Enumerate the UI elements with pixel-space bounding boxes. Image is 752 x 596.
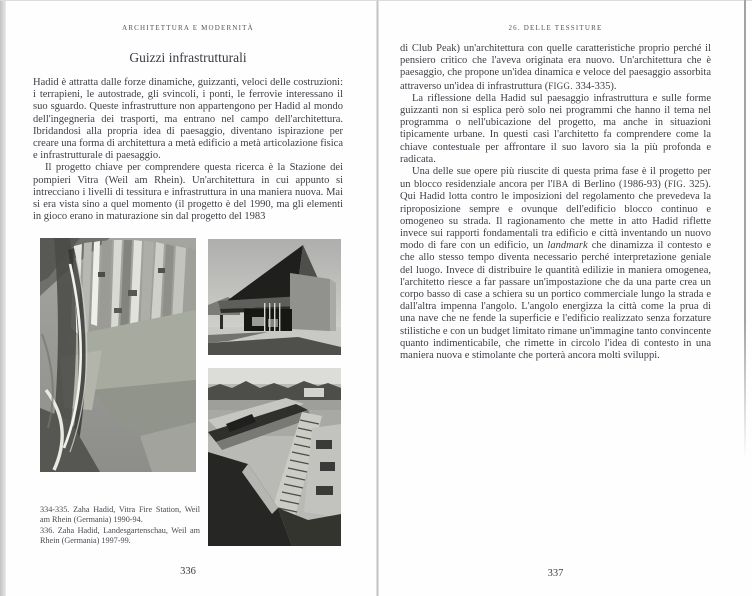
vitra-painting-image: [40, 238, 196, 472]
right-body-text: [400, 43, 711, 362]
left-running-head: ARCHITETTURA E MODERNITÀ: [122, 24, 254, 32]
paragraph: di Club Peak) un'architettura con quelle caratteristiche proprio perché il pensiero critico che l'aveva originata era nuovo. Un'architettura che è paesaggio, che propone un'idea dinamica e veloce del paesaggio assorbita attraverso un'idea di infrastruttura (FIGG. 334-335).: [400, 43, 711, 92]
landesgartenschau-photo: [208, 368, 341, 546]
left-body-text: [33, 77, 343, 223]
left-page: [6, 0, 376, 596]
paragraph: La riflessione della Hadid sul paesaggio infrastruttura e sulle forme guizzanti non si esplica però solo nei programmi che hanno il tema nel programma o nell'ubicazione del progetto, ma anche in situazioni tipicamente urbane. In questi casi l'architetto fa comprendere come la chiave contestuale per affrontare il suo lavoro sia la più profonda e radicata.: [400, 92, 711, 165]
paragraph: Il progetto chiave per comprendere questa ricerca è la Stazione dei pompieri Vitra (Weil am Rhein). Un'architettura in cui appunto si intrecciano i livelli di tessitura e infrastruttura in una maniera nuova. Mai si era vista sino a quel momento (il progetto è del 1990, ma gli elementi in gioco erano in maturazione sin dal progetto del 1983: [33, 162, 343, 223]
left-page-number: 336: [180, 566, 196, 577]
right-page: [379, 0, 752, 596]
right-running-head: 26. DELLE TESSITURE: [508, 24, 603, 32]
figure-caption: [40, 505, 200, 547]
paragraph: Una delle sue opere più riuscite di questa prima fase è il progetto per un blocco residenziale ancora per l'IBA di Berlino (1986-93) (FIG. 325). Qui Hadid lotta contro le imposizioni del regolamento che prevedeva la riproposizione sempre e ovunque dell'edificio blocco continuo e omogeneo su strada. Il ragionamento che mette in atto Hadid riflette invece sui rapporti fondamentali tra edificio e città inventando un nuovo modo di fare con un edificio, un landmark che dinamizza il contesto e che allo stesso tempo diventa necessario perché interpretazione geniale del luogo. Invece di distribuire le quantità edilizie in maniera omogenea, l'architetto riesce a far passare un'impostazione che da una parte crea un corpo basso di case a schiera su un portico commerciale lungo la strada e dall'altra impenna l'angolo. L'angolo energizza la città come la prua di una nave che ne fende la superficie e l'edificio realizzato senza forzature stilistiche e con un budget limitato rimane un'immagine tanto convincente quanto indimenticabile, che rimette in circolo l'idea di contesto in una maniera nuova e stimolante che porterà ancora molti sviluppi.: [400, 166, 711, 362]
paragraph: Hadid è attratta dalle forze dinamiche, guizzanti, veloci delle costruzioni: i terrapieni, le autostrade, gli svincoli, i ponti, le ferrovie interessano il suo sguardo. Queste infrastrutture non appartengono per Hadid al mondo dell'ingegneria dei trasporti, ma entrano nel campo dell'architettura. Ibridandosi alla propria idea di paesaggio, diventano ispirazione per creare una forma di architettura a metà edificio a metà articolazione fisica e infrastrutturale di paesaggio.: [33, 77, 343, 162]
section-title: Guizzi infrastrutturali: [129, 50, 247, 65]
caption-line: 336. Zaha Hadid, Landesgartenschau, Weil am Rhein (Germania) 1997-99.: [40, 525, 200, 546]
caption-line: 334-335. Zaha Hadid, Vitra Fire Station, Weil am Rhein (Germania) 1990-94.: [40, 505, 200, 525]
right-page-number: 337: [547, 568, 564, 579]
vitra-fire-station-photo: [208, 239, 341, 355]
